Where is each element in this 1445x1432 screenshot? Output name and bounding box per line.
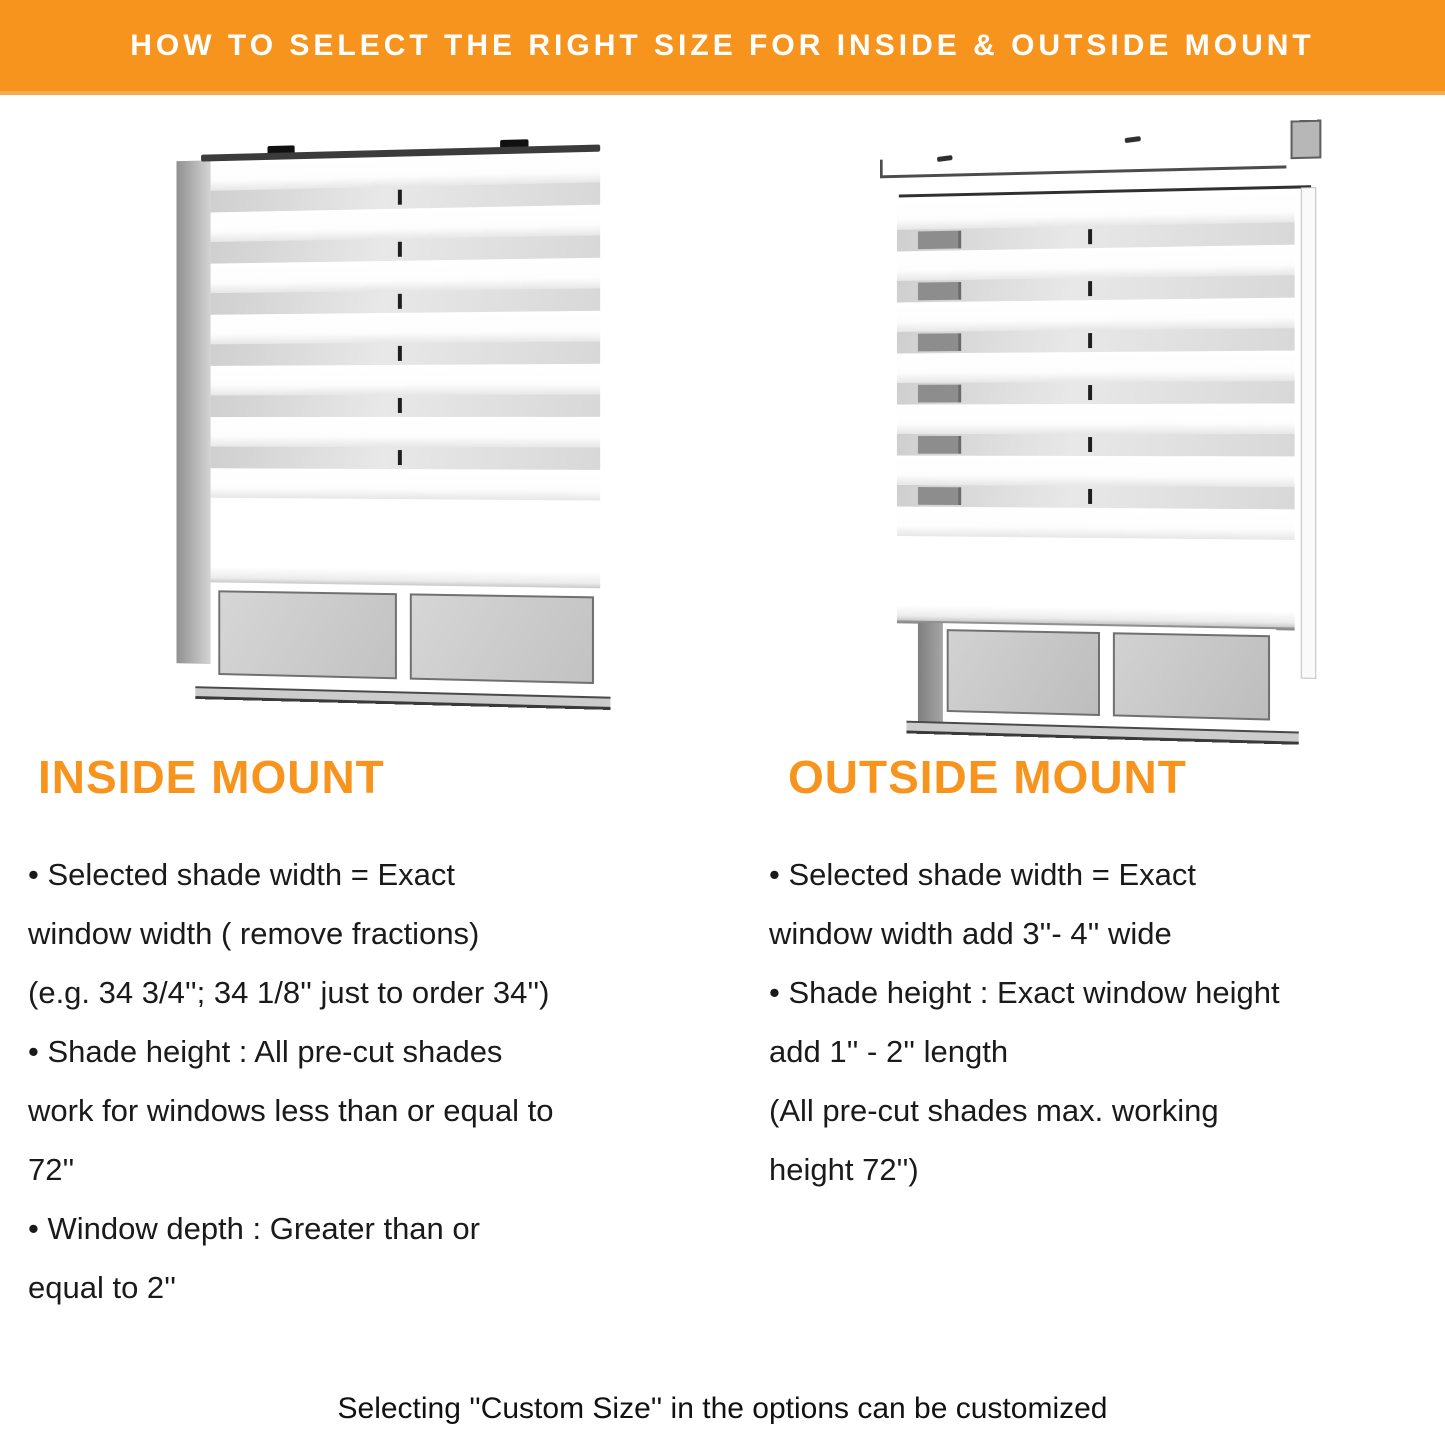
window-frame-shadow — [918, 385, 961, 403]
mullion-shadow — [1088, 333, 1092, 348]
glass-pane — [947, 629, 1100, 716]
instruction-line: • Selected shade width = Exact — [769, 857, 1197, 892]
window-jamb — [176, 160, 210, 664]
shade-stripe-solid — [897, 456, 1295, 487]
outside-mount-window-drawing — [880, 119, 1328, 744]
mullion-shadow — [398, 190, 402, 205]
glass-pane — [409, 593, 594, 684]
inside-mount-window-drawing — [176, 136, 602, 707]
instruction-line: height 72'') — [769, 1152, 919, 1187]
shade-stripe-solid — [211, 311, 601, 344]
shade-stripe-sheer — [897, 381, 1295, 404]
window-mullion — [396, 585, 409, 689]
inside-mount-heading: INSIDE MOUNT — [38, 751, 385, 803]
zebra-shade — [211, 152, 601, 592]
instruction-line: • Shade height : All pre-cut shades — [28, 1034, 503, 1069]
instruction-line: window width add 3''- 4'' wide — [769, 916, 1172, 951]
shade-side-channel — [1301, 187, 1316, 679]
window-frame-shadow — [918, 333, 961, 351]
glass-pane — [218, 590, 396, 679]
window-frame-shadow — [918, 487, 961, 505]
instruction-line: window width ( remove fractions) — [28, 916, 480, 951]
instruction-line: (e.g. 34 3/4''; 34 1/8'' just to order 34'') — [28, 975, 550, 1010]
shade-stripe-solid — [897, 403, 1295, 434]
shade-stripe-solid — [897, 298, 1295, 332]
window-lower-panes — [918, 623, 1276, 731]
shade-stripe-sheer — [897, 485, 1295, 509]
mullion-shadow — [1088, 437, 1092, 452]
mullion-shadow — [1088, 281, 1092, 296]
shade-stripe-solid — [897, 507, 1295, 540]
shade-closed-section — [211, 498, 601, 572]
wall-edge-line — [880, 165, 1287, 178]
instruction-line: • Shade height : Exact window height — [769, 975, 1280, 1010]
window-frame-shadow — [918, 436, 961, 454]
shade-stripe-sheer — [211, 447, 601, 470]
outside-mount-heading: OUTSIDE MOUNT — [788, 751, 1187, 803]
window-frame-shadow — [918, 282, 961, 300]
instruction-line: equal to 2'' — [28, 1270, 177, 1305]
shade-stripe-solid — [211, 258, 601, 293]
mullion-shadow — [1088, 385, 1092, 400]
glass-pane — [1112, 632, 1270, 720]
shade-stripe-sheer — [211, 341, 601, 366]
page-title: HOW TO SELECT THE RIGHT SIZE FOR INSIDE & OUTSIDE MOUNT — [130, 28, 1315, 62]
mullion-shadow — [398, 450, 402, 465]
instruction-line: 72'' — [28, 1152, 75, 1187]
mounting-bracket-icon — [1291, 120, 1322, 160]
mullion-shadow — [398, 398, 402, 413]
shade-stripe-solid — [211, 468, 601, 500]
window-mullion — [1099, 626, 1112, 726]
window-jamb — [918, 623, 943, 722]
screw-mark-icon — [937, 155, 953, 162]
instruction-line: add 1'' - 2'' length — [769, 1034, 1009, 1069]
shade-closed-section — [897, 536, 1295, 611]
window-lower-panes — [211, 582, 601, 694]
outside-mount-instructions — [769, 845, 1439, 1199]
mullion-shadow — [1088, 229, 1092, 244]
mullion-shadow — [398, 346, 402, 361]
instruction-line: • Selected shade width = Exact — [28, 857, 456, 892]
mullion-shadow — [398, 294, 402, 309]
shade-stripe-solid — [211, 417, 601, 448]
shade-stripe-sheer — [211, 288, 601, 314]
mullion-shadow — [398, 242, 402, 257]
shade-stripe-solid — [211, 364, 601, 396]
inside-mount-instructions — [28, 845, 723, 1317]
instruction-line: (All pre-cut shades max. working — [769, 1093, 1219, 1128]
window-frame-shadow — [918, 231, 961, 250]
custom-size-note: Selecting ''Custom Size'' in the options can be customized — [337, 1392, 1108, 1425]
zebra-shade — [897, 192, 1295, 631]
screw-mark-icon — [1125, 136, 1141, 143]
outside-mount-illustration — [855, 126, 1343, 766]
shade-stripe-solid — [897, 351, 1295, 383]
instruction-line: work for windows less than or equal to — [28, 1093, 554, 1128]
inside-mount-illustration — [148, 142, 622, 752]
header-banner — [0, 0, 1445, 95]
mullion-shadow — [1088, 489, 1092, 504]
instruction-line: • Window depth : Greater than or — [28, 1211, 480, 1246]
shade-stripe-sheer — [211, 394, 601, 417]
shade-stripe-sheer — [897, 434, 1295, 456]
shade-stripe-sheer — [897, 328, 1295, 353]
